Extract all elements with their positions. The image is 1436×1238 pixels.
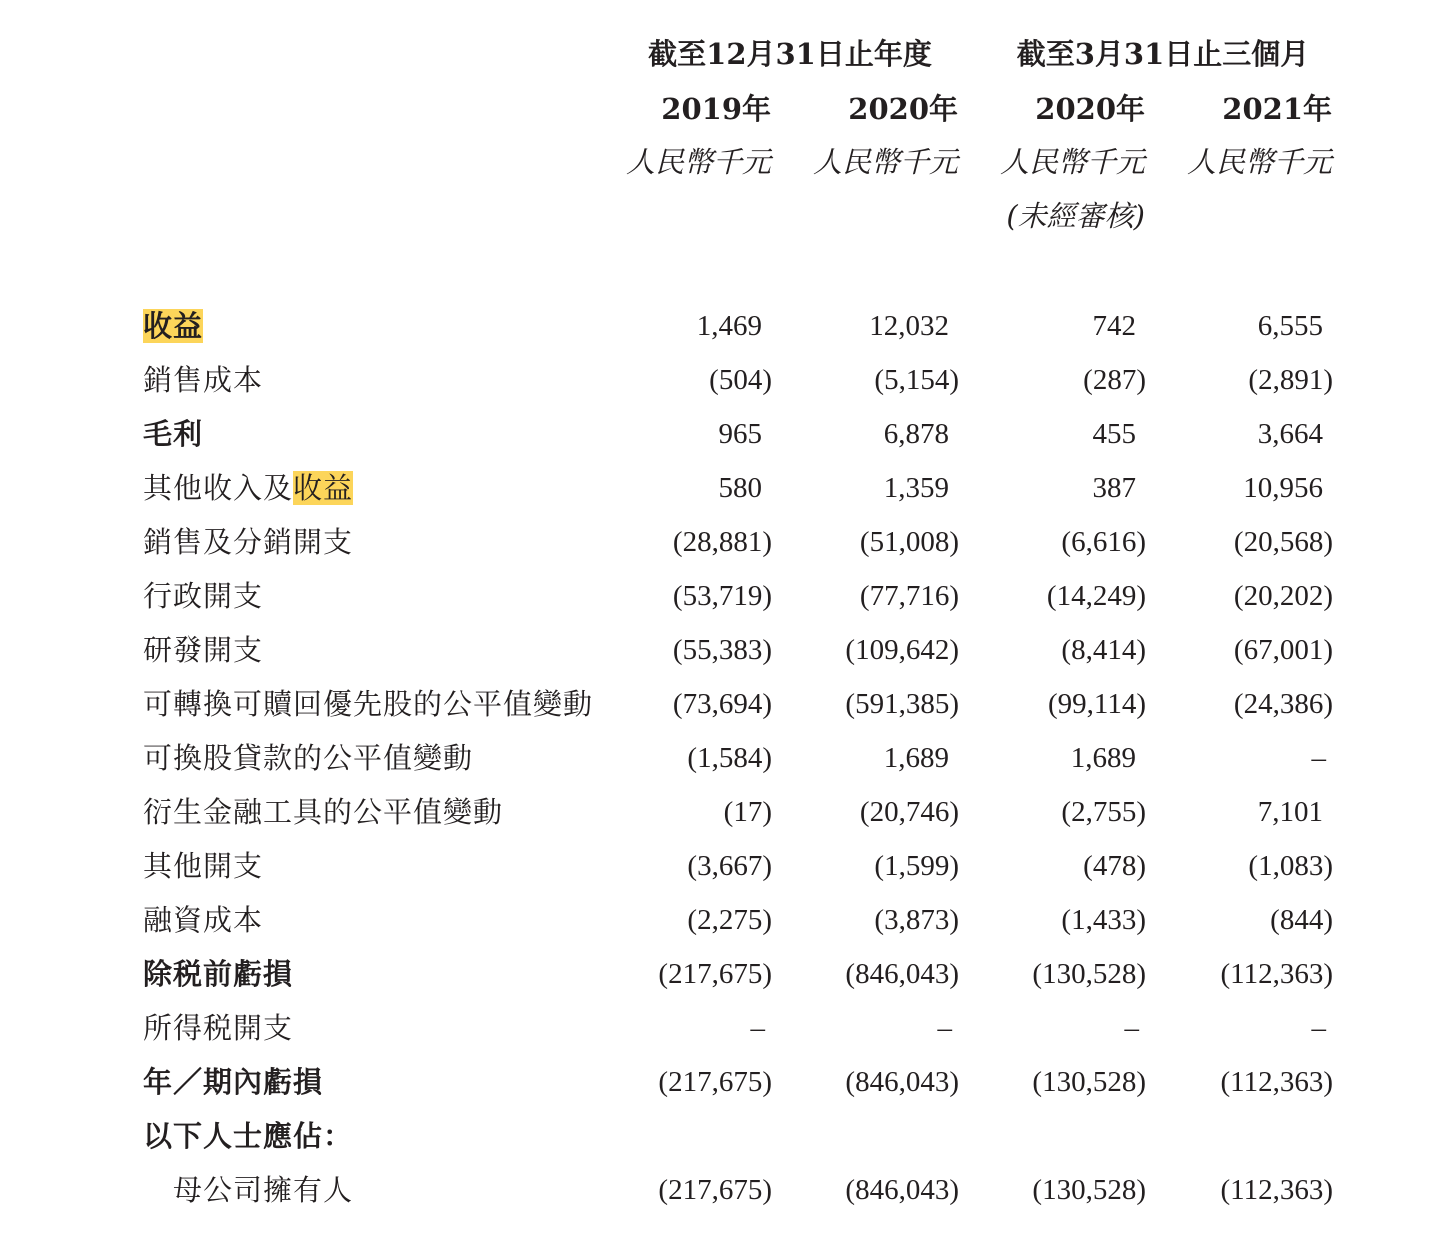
value-cell: (5,154) <box>874 364 959 396</box>
row-label-text: 其他收入及 <box>143 471 294 505</box>
value-cell: – <box>937 1012 952 1044</box>
value-cell: (504) <box>709 364 772 396</box>
value-cell: – <box>1311 1012 1326 1044</box>
value-cell: 10,956 <box>1243 472 1323 504</box>
row-label <box>173 1170 353 1210</box>
value-cell: – <box>750 1012 765 1044</box>
value-cell: 1,359 <box>883 472 949 504</box>
row-label <box>143 414 203 454</box>
row-label-text: 研發開支 <box>143 633 264 667</box>
owners-of-parent-row <box>0 1170 1436 1210</box>
value-cell: 6,555 <box>1257 310 1323 342</box>
row-label <box>143 900 263 940</box>
value-cell: (73,694) <box>672 688 772 720</box>
row-label-text: 以下人士應佔： <box>143 1119 354 1153</box>
value-cell: (24,386) <box>1233 688 1333 720</box>
row-label <box>143 1008 293 1048</box>
year-header-1: 2019年 <box>661 92 771 126</box>
loss-before-tax-row <box>0 954 1436 994</box>
period-header-three-months: 截至3月31日止三個月 <box>1016 37 1310 71</box>
other-expenses-row <box>0 846 1436 886</box>
row-label-text: 可換股貸款的公平值變動 <box>143 741 474 775</box>
value-cell: (130,528) <box>1032 1174 1146 1206</box>
year-header-3: 2020年 <box>1035 92 1145 126</box>
row-label-text: 母公司擁有人 <box>173 1173 354 1207</box>
value-cell: (846,043) <box>845 1066 959 1098</box>
finance-costs-row <box>0 900 1436 940</box>
income-tax-row <box>0 1008 1436 1048</box>
row-label-text: 毛利 <box>143 417 204 451</box>
value-cell: (67,001) <box>1233 634 1333 666</box>
value-cell: (17) <box>723 796 772 828</box>
value-cell: (217,675) <box>658 958 772 990</box>
row-label <box>143 306 203 346</box>
row-label <box>143 630 263 670</box>
value-cell: (130,528) <box>1032 958 1146 990</box>
unit-header-3: 人民幣千元 <box>999 145 1145 179</box>
row-label <box>143 468 353 508</box>
row-label-text: 其他開支 <box>143 849 264 883</box>
value-cell: (591,385) <box>845 688 959 720</box>
value-cell: 12,032 <box>869 310 949 342</box>
value-cell: (1,433) <box>1061 904 1146 936</box>
row-label <box>143 738 473 778</box>
value-cell: (20,746) <box>859 796 959 828</box>
value-cell: 7,101 <box>1257 796 1323 828</box>
value-cell: 580 <box>718 472 762 504</box>
value-cell: (55,383) <box>672 634 772 666</box>
row-label <box>143 1062 323 1102</box>
row-label-text: 行政開支 <box>143 579 264 613</box>
value-cell: (2,891) <box>1248 364 1333 396</box>
value-cell: 1,689 <box>883 742 949 774</box>
value-cell: (3,667) <box>687 850 772 882</box>
value-cell: (130,528) <box>1032 1066 1146 1098</box>
value-cell: (1,083) <box>1248 850 1333 882</box>
value-cell: – <box>1124 1012 1139 1044</box>
row-label-text: 銷售成本 <box>143 363 264 397</box>
period-header-year-ended: 截至12月31日止年度 <box>648 37 932 71</box>
other-income-row <box>0 468 1436 508</box>
value-cell: (287) <box>1083 364 1146 396</box>
value-cell: 1,689 <box>1070 742 1136 774</box>
value-cell: (846,043) <box>845 1174 959 1206</box>
cost-of-sales-row <box>0 360 1436 400</box>
row-label-text: 銷售及分銷開支 <box>143 525 354 559</box>
value-cell: (77,716) <box>859 580 959 612</box>
value-cell: (217,675) <box>658 1066 772 1098</box>
highlighted-term: 收益 <box>143 309 204 343</box>
value-cell: (99,114) <box>1048 688 1146 720</box>
row-label-text: 所得税開支 <box>143 1011 294 1045</box>
value-cell: 6,878 <box>883 418 949 450</box>
admin-expenses-row <box>0 576 1436 616</box>
value-cell: (112,363) <box>1220 1174 1333 1206</box>
row-label <box>143 846 263 886</box>
row-label-text: 融資成本 <box>143 903 264 937</box>
value-cell: (1,599) <box>874 850 959 882</box>
derivatives-fv-row <box>0 792 1436 832</box>
value-cell: (8,414) <box>1061 634 1146 666</box>
value-cell: (112,363) <box>1220 958 1333 990</box>
value-cell: (20,568) <box>1233 526 1333 558</box>
value-cell: (51,008) <box>859 526 959 558</box>
value-cell: (2,275) <box>687 904 772 936</box>
value-cell: (478) <box>1083 850 1146 882</box>
loss-for-period-row <box>0 1062 1436 1102</box>
value-cell: (14,249) <box>1046 580 1146 612</box>
value-cell: (2,755) <box>1061 796 1146 828</box>
row-label <box>143 684 593 724</box>
attributable-to-row <box>0 1116 1436 1156</box>
preferred-shares-fv-row <box>0 684 1436 724</box>
value-cell: 455 <box>1092 418 1136 450</box>
value-cell: 387 <box>1092 472 1136 504</box>
gross-profit-row <box>0 414 1436 454</box>
highlighted-term: 收益 <box>293 471 354 505</box>
value-cell: 1,469 <box>696 310 762 342</box>
row-label-text: 可轉換可贖回優先股的公平值變動 <box>143 687 594 721</box>
row-label-text: 年／期內虧損 <box>143 1065 324 1099</box>
row-label <box>143 360 263 400</box>
value-cell: (20,202) <box>1233 580 1333 612</box>
row-label <box>143 522 353 562</box>
value-cell: (1,584) <box>687 742 772 774</box>
value-cell: 742 <box>1092 310 1136 342</box>
row-label <box>143 1116 353 1156</box>
value-cell: (846,043) <box>845 958 959 990</box>
row-label <box>143 954 293 994</box>
value-cell: – <box>1311 742 1326 774</box>
rnd-expenses-row <box>0 630 1436 670</box>
revenue-row <box>0 306 1436 346</box>
row-label <box>143 576 263 616</box>
unaudited-note: (未經審核) <box>1006 199 1145 233</box>
value-cell: (28,881) <box>672 526 772 558</box>
value-cell: (112,363) <box>1220 1066 1333 1098</box>
row-label-text: 衍生金融工具的公平值變動 <box>143 795 504 829</box>
year-header-4: 2021年 <box>1222 92 1332 126</box>
value-cell: (3,873) <box>874 904 959 936</box>
unit-header-2: 人民幣千元 <box>812 145 958 179</box>
value-cell: (844) <box>1270 904 1333 936</box>
convertible-loans-fv-row <box>0 738 1436 778</box>
selling-expenses-row <box>0 522 1436 562</box>
value-cell: (6,616) <box>1061 526 1146 558</box>
row-label-text: 除税前虧損 <box>143 957 294 991</box>
row-label <box>143 792 503 832</box>
unit-header-4: 人民幣千元 <box>1186 145 1332 179</box>
value-cell: (109,642) <box>845 634 959 666</box>
value-cell: 3,664 <box>1257 418 1323 450</box>
year-header-2: 2020年 <box>848 92 958 126</box>
value-cell: 965 <box>718 418 762 450</box>
unit-header-1: 人民幣千元 <box>625 145 771 179</box>
value-cell: (53,719) <box>672 580 772 612</box>
value-cell: (217,675) <box>658 1174 772 1206</box>
